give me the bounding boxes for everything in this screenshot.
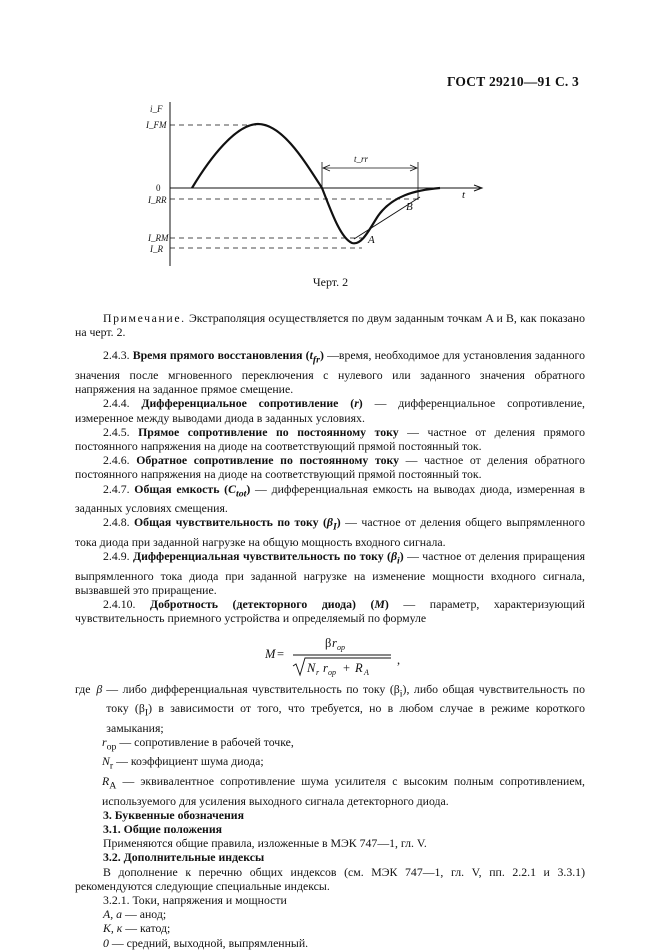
where-def-nr: $N_r$ — коэффициент шума диода; <box>102 754 264 772</box>
definition-symbol: $(t_{fr})$ <box>302 348 324 366</box>
svg-text:β: β <box>325 635 332 650</box>
where-block <box>75 682 585 808</box>
index-list-item <box>75 907 585 921</box>
section-3-2-1-title: 3.2.1. Токи, напряжения и мощности <box>103 892 287 907</box>
definition-text: — частное от деления прямого постоянного напряжения на диоде на соответствующий прямой постоянный ток. <box>75 424 586 453</box>
label-if: i_F <box>150 104 163 114</box>
document-body <box>75 311 585 950</box>
where-intro: где β <box>75 681 103 696</box>
index-symbol: K, к <box>103 921 123 936</box>
section-3-1-title: 3.1. Общие положения <box>103 821 223 836</box>
definition-text: — дифференциальное сопротивление, измеренное между выводами диода в заданных условиях. <box>75 396 585 425</box>
label-irr: I_RR <box>148 195 167 205</box>
recovery-waveform-figure <box>140 98 500 268</box>
waveform-curve <box>192 124 440 243</box>
index-text: — катод; <box>122 921 171 936</box>
definition-term: Дифференциальное сопротивление <box>141 396 339 411</box>
index-symbol: A, a <box>103 907 123 922</box>
label-point-a: A <box>368 234 375 246</box>
definition-item <box>75 396 585 424</box>
definition-item <box>75 597 585 625</box>
definition-number: 2.4.8. <box>103 515 130 530</box>
definition-text: — параметр, характеризующий чувствительность приемного устройства и определяемый по формуле <box>75 597 585 626</box>
svg-text:N: N <box>307 660 316 675</box>
index-list <box>75 907 585 950</box>
section-3-2-text: В дополнение к перечню общих индексов (см. МЭК 747—1, гл. V, пп. 2.2.1 и 3.3.1) рекомендуются следующие специальные индексы. <box>75 864 585 893</box>
definition-item <box>75 482 585 516</box>
definition-term: Добротность (детекторного диода) <box>150 597 356 612</box>
definition-term: Прямое сопротивление по постоянному току <box>138 424 399 439</box>
label-ifm: I_FM <box>146 120 167 130</box>
definition-term: Дифференциальная чувствительность по току <box>132 549 384 564</box>
label-ir: I_R <box>150 244 163 254</box>
svg-text:op: op <box>337 642 345 652</box>
svg-text:R: R <box>355 660 363 675</box>
section-3-2-title: 3.2. Дополнительные индексы <box>103 850 265 865</box>
definition-text: — дифференциальная емкость на выводах диода, измеренная в заданных условиях смещения. <box>75 481 586 516</box>
label-point-b: B <box>406 201 413 213</box>
index-text: — анод; <box>122 907 167 922</box>
definition-item <box>75 425 585 453</box>
svg-text:op: op <box>328 667 336 677</box>
index-list-item <box>75 936 585 950</box>
svg-text:,: , <box>397 652 401 667</box>
where-def-ra: $R_A$ — эквивалентное сопротивление шума усилителя с высоким полным сопротивлением, используемого для усиления выходного сигнала детекторного диода. <box>102 773 585 808</box>
definition-term: Время прямого восстановления <box>132 348 303 363</box>
svg-text:r: r <box>323 660 328 675</box>
where-first <box>75 682 585 735</box>
svg-text:r: r <box>332 635 337 650</box>
definition-term: Обратное сопротивление по постоянному току <box>136 453 400 468</box>
formula-block <box>75 630 585 680</box>
page-header: ГОСТ 29210—91 С. 3 <box>446 74 579 89</box>
definition-symbol: (r) <box>338 396 363 411</box>
definition-symbol: $(\beta_i)$ <box>383 549 404 567</box>
label-t: t <box>462 189 466 201</box>
definition-symbol: $(\beta_I)$ <box>318 515 341 533</box>
definition-item <box>75 549 585 597</box>
definition-number: 2.4.6. <box>103 453 130 468</box>
note-label: Примечание. <box>103 311 186 325</box>
definition-number: 2.4.10. <box>103 597 136 612</box>
svg-text:+: + <box>343 660 351 675</box>
definition-number: 2.4.7. <box>103 481 130 496</box>
svg-text:=: = <box>277 646 285 661</box>
figure-caption: Черт. 2 <box>312 275 349 289</box>
section-3-title: 3. Буквенные обозначения <box>103 807 244 822</box>
definition-list <box>75 348 585 625</box>
label-irm: I_RM <box>148 233 169 243</box>
definition-item <box>75 453 585 481</box>
definition-text: — частное от деления обратного постоянного напряжения на диоде на соответствующий прямой постоянный ток. <box>75 453 585 482</box>
definition-number: 2.4.9. <box>103 549 130 564</box>
svg-text:M: M <box>265 646 276 661</box>
definition-text: — частное от деления приращения выпрямленного тока диода при заданной нагрузке на изменение мощности входного сигнала, вызвавшей это приращение. <box>75 549 585 597</box>
where-def-rop: $r_{op}$ — сопротивление в рабочей точке, <box>102 734 294 753</box>
definition-item <box>75 348 585 396</box>
definition-symbol: $(C_{tot})$ <box>219 481 251 499</box>
index-text: — средний, выходной, выпрямленный. <box>108 935 309 950</box>
note-paragraph <box>75 311 585 339</box>
definition-symbol: (M) <box>355 597 389 612</box>
section-3-1-text: Применяются общие правила, изложенные в МЭК 747—1, гл. V. <box>103 836 427 851</box>
definition-item <box>75 515 585 549</box>
definition-number: 2.4.3. <box>103 348 130 363</box>
definition-text: — частное от деления общего выпрямленного тока диода при заданной нагрузке на общую мощность входного сигнала. <box>75 515 585 549</box>
merit-formula <box>265 630 425 680</box>
definition-term: Общая чувствительность по току <box>134 515 319 530</box>
index-symbol: 0 <box>103 935 109 950</box>
label-zero: 0 <box>156 183 161 193</box>
note-text: Экстраполяция осуществляется по двум заданным точкам A и B, как показано на черт. 2. <box>75 311 585 340</box>
definition-term: Общая емкость <box>134 481 220 496</box>
definition-number: 2.4.5. <box>103 424 130 439</box>
svg-text:r: r <box>316 667 320 677</box>
definition-text: —время, необходимое для установления заданного значения после мгновенного переключения с нулевого или заданного значения обратного напряжения на заданное прямое смещение. <box>75 348 585 397</box>
label-trr: t_rr <box>354 154 369 164</box>
svg-text:A: A <box>364 667 369 677</box>
index-list-item <box>75 921 585 935</box>
where-def-beta: — либо дифференциальная чувствительность по току $(\beta_i)$, либо общая чувствительность по току $(\beta_I)$ в зависимости от того, что требуется, но в любом случае в режиме короткого замыкания; <box>106 681 585 735</box>
definition-number: 2.4.4. <box>103 396 130 411</box>
